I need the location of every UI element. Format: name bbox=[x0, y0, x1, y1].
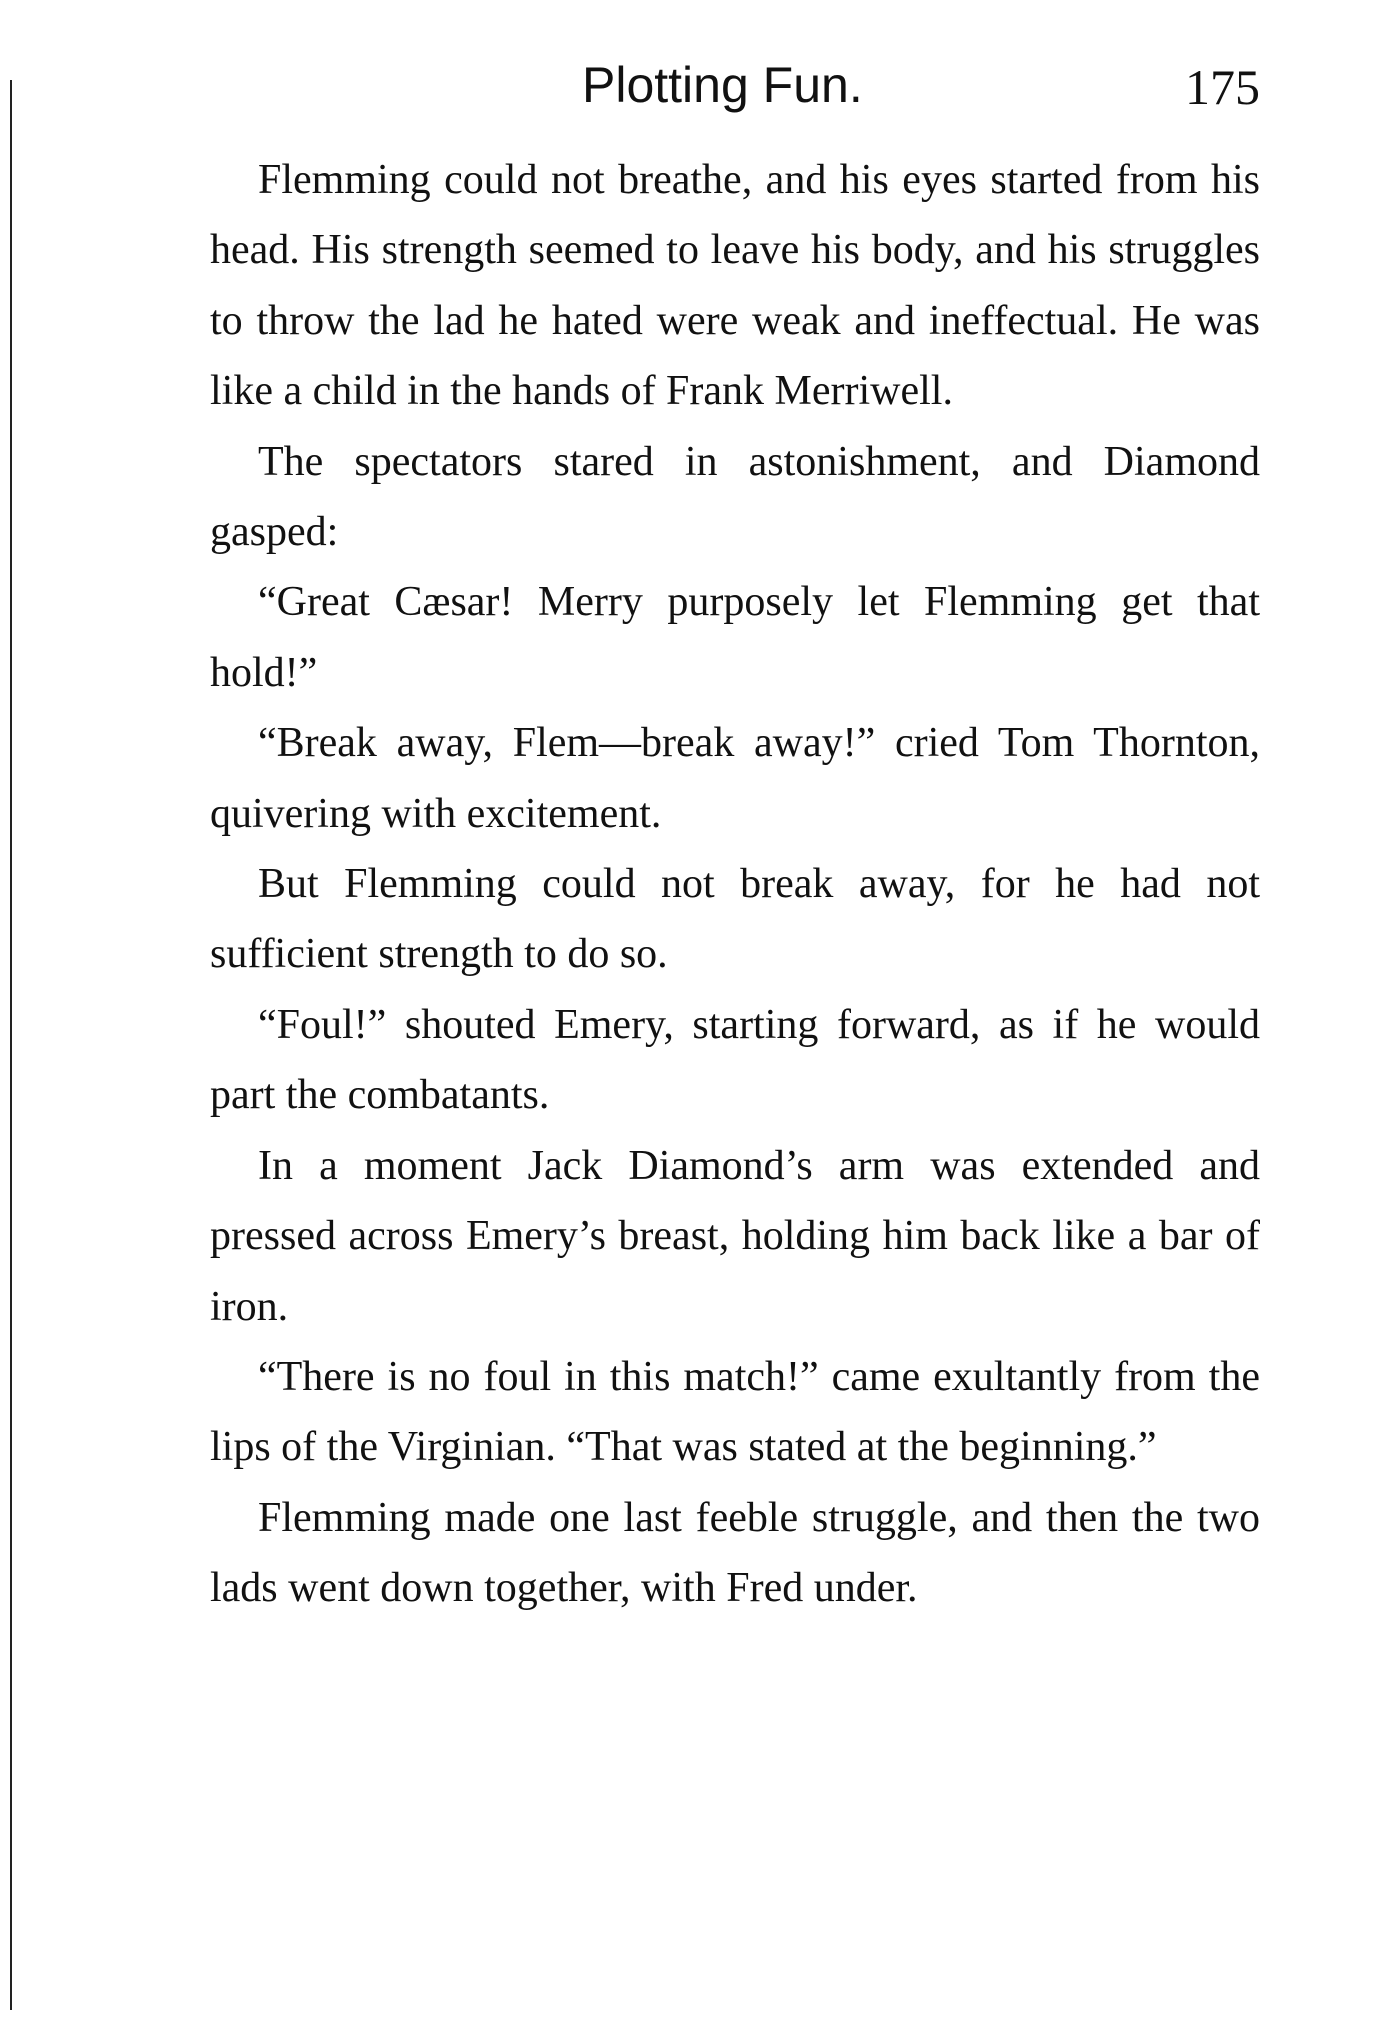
body-text bbox=[210, 145, 1260, 1624]
page-number: 175 bbox=[1185, 59, 1260, 115]
paragraph: Flemming could not breathe, and his eyes started from his head. His strength seemed to leave his body, and his struggles to throw the lad he hated were weak and ineffectual. He was like a child in the hands of Frank Merriwell. bbox=[210, 157, 1260, 415]
running-head bbox=[210, 50, 1260, 120]
paragraph: “There is no foul in this match!” came exultantly from the lips of the Virginian. “That was stated at the beginning.” bbox=[210, 1353, 1260, 1471]
paragraph: Flemming made one last feeble struggle, and then the two lads went down together, with Fred under. bbox=[210, 1494, 1260, 1612]
paragraph: In a moment Jack Diamond’s arm was extended and pressed across Emery’s breast, holding him back like a bar of iron. bbox=[210, 1142, 1260, 1330]
paragraph: The spectators stared in astonishment, and Diamond gasped: bbox=[210, 438, 1260, 556]
paragraph: “Break away, Flem—break away!” cried Tom Thornton, quivering with excitement. bbox=[210, 720, 1260, 837]
running-title: Plotting Fun. bbox=[582, 57, 863, 113]
page-binding-edge bbox=[10, 80, 12, 2010]
paragraph: “Foul!” shouted Emery, starting forward, as if he would part the combatants. bbox=[210, 1001, 1260, 1119]
paragraph: But Flemming could not break away, for he had not sufficient strength to do so. bbox=[210, 861, 1260, 978]
paragraph: “Great Cæsar! Merry purposely let Flemming get that hold!” bbox=[210, 579, 1260, 696]
